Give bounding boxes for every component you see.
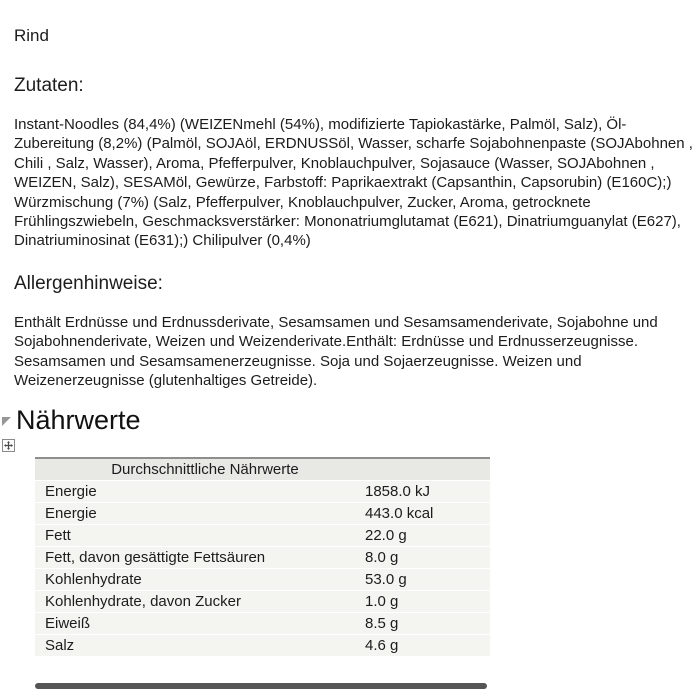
nutrition-table-header-row [35, 458, 490, 480]
nutrition-table-title-spacer [365, 458, 490, 480]
nutrient-label: Kohlenhydrate [45, 570, 142, 588]
table-row [35, 568, 490, 590]
allergens-heading: Allergenhinweise: [14, 272, 163, 294]
nutrient-value: 443.0 kcal [365, 504, 434, 522]
nutrition-table [35, 457, 490, 657]
nutrient-value: 22.0 g [365, 526, 407, 544]
product-title: Rind [14, 26, 49, 45]
nutrient-value: 8.0 g [365, 548, 399, 566]
nutrient-label: Fett, davon gesättigte Fettsäuren [45, 548, 266, 566]
allergens-text: Enthält Erdnüsse und Erdnussderivate, Sesamsamen und Sesamsamenderivate, Sojabohne und Sojabohnenderivate, Weizen und Weizenderivate.Enthält: Erdnüsse und Erdnusserzeugnisse. Sesamsamen und Sesamsamenerzeugnisse. Soja und Sojaerzeugnisse. Weizen und Weizenerzeugnisse (glutenhaltiges Getreide). [14, 313, 658, 390]
ingredients-text: Instant-Noodles (84,4%) (WEIZENmehl (54%), modifizierte Tapiokastärke, Palmöl, Salz), Öl-Zubereitung (8,2%) (Palmöl, SOJAöl, ERDNUSSöl, Wasser, scharfe Sojabohnenpaste (SOJAbohnen , Chili , Salz, Wasser), Aroma, Pfefferpulver, Knoblauchpulver, Sojasauce (Wasser, SOJAbohnen , WEIZEN, Salz), SESAMöl, Gewürze, Farbstoff: Paprikaextrakt (Capsanthin, Capsorubin) (E160C);) Würzmischung (7%) (Salz, Pfefferpulver, Knoblauchpulver, Zucker, Aroma, getrocknete Frühlingszwiebeln, Geschmacksverstärker: Mononatriumglutamat (E621), Dinatriumguanylat (E627), Dinatriuminosinat (E631);) Chilipulver (0,4%) [14, 116, 693, 250]
nutrient-value: 53.0 g [365, 570, 407, 588]
nutrient-value: 1858.0 kJ [365, 482, 431, 500]
nutrition-table-title: Durchschnittliche Nährwerte [111, 461, 299, 479]
table-row [35, 480, 490, 502]
collapse-triangle-icon[interactable] [2, 417, 11, 426]
nutrient-label: Kohlenhydrate, davon Zucker [45, 592, 241, 610]
nutrition-section-header [0, 404, 700, 436]
nutrient-value: 8.5 g [365, 614, 399, 632]
nutrient-value: 1.0 g [365, 592, 399, 610]
table-move-handle[interactable] [2, 439, 15, 452]
horizontal-scrollbar[interactable] [35, 683, 487, 689]
nutrient-label: Energie [45, 482, 97, 500]
nutrient-label: Eiweiß [45, 614, 91, 632]
table-row [35, 502, 490, 524]
table-row [35, 546, 490, 568]
nutrient-label: Energie [45, 504, 97, 522]
nutrition-heading: Nährwerte [16, 405, 141, 436]
table-row [35, 524, 490, 546]
ingredients-heading: Zutaten: [14, 75, 84, 96]
table-row [35, 590, 490, 612]
table-row [35, 612, 490, 634]
nutrient-label: Salz [45, 636, 75, 654]
nutrient-value: 4.6 g [365, 636, 399, 654]
nutrient-label: Fett [45, 526, 71, 544]
move-handle-icon [4, 437, 13, 455]
table-row [35, 634, 490, 656]
